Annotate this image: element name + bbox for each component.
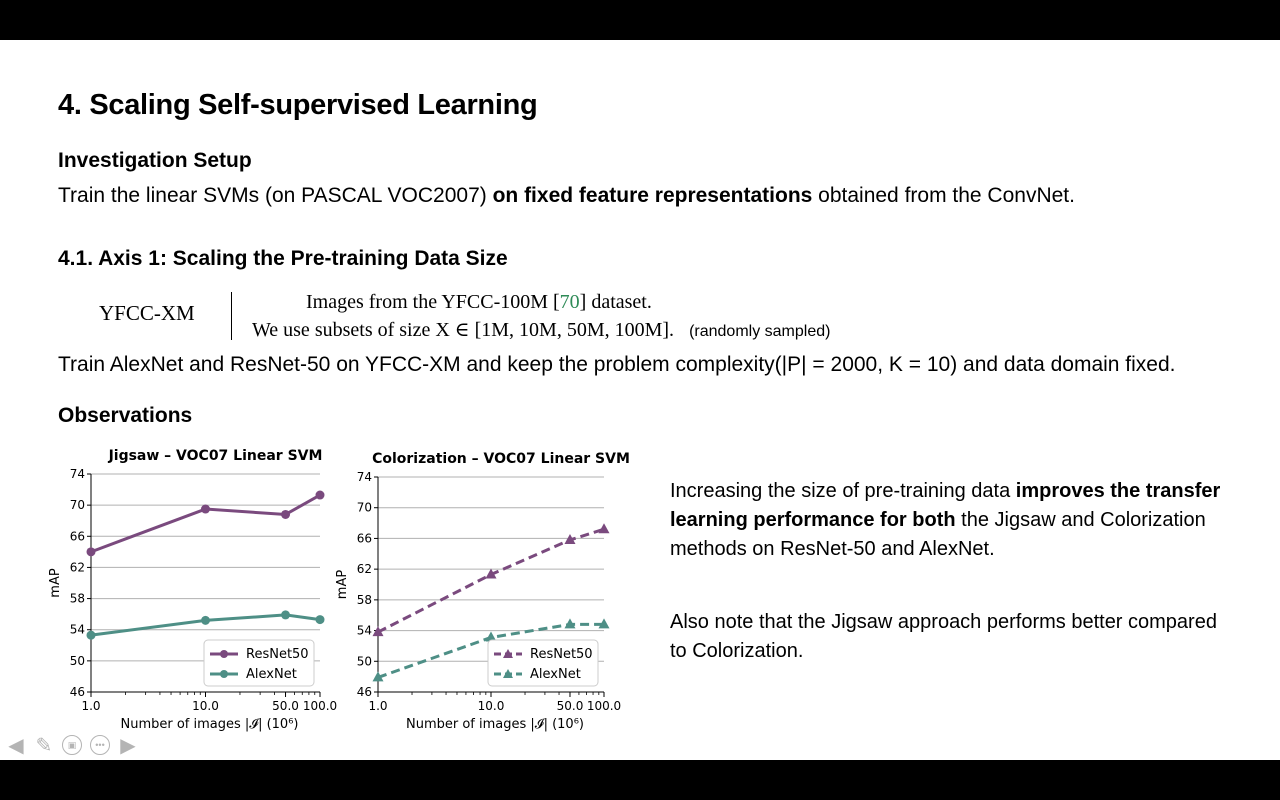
data-point [316,491,325,500]
setup-text [58,184,1075,208]
y-tick-label: 62 [356,562,372,577]
y-tick-label: 70 [356,500,372,515]
legend-label-resnet50: ResNet50 [246,647,309,662]
slides-icon[interactable]: ▣ [60,733,84,757]
x-axis-label: Number of images |𝓘| (10⁶) [120,717,299,732]
math-label: YFCC-XM [99,301,195,325]
y-tick-label: 74 [356,470,372,484]
more-icon[interactable]: ••• [88,733,112,757]
legend-marker [220,650,228,658]
series-line-resnet50 [378,529,604,632]
setup-heading: Investigation Setup [58,149,252,172]
x-tick-label: 1.0 [368,699,388,713]
math-line-2 [252,317,830,342]
x-tick-label: 50.0 [272,699,299,713]
train-text: Train AlexNet and ResNet-50 on YFCC-XM and keep the problem complexity(|P| = 2000, K = 10) and data domain fixed. [58,353,1176,376]
math-note: (randomly sampled) [689,323,831,340]
x-tick-label: 100.0 [586,699,622,713]
y-tick-label: 54 [69,622,85,637]
setup-text-pre: Train the linear SVMs (on PASCAL VOC2007) [58,184,493,207]
data-point [316,615,325,624]
y-tick-label: 58 [69,591,85,606]
math-line1-pre: Images from the YFCC-100M [ [306,291,560,313]
bottom-letterbox [0,760,1280,800]
observation-2: Also note that the Jigsaw approach performs better compared to Colorization. [670,611,1217,662]
chart-title: Colorization – VOC07 Linear SVM [372,451,630,467]
x-tick-label: 50.0 [556,699,584,713]
back-arrow-icon[interactable]: ◀ [8,734,24,757]
data-point [281,510,290,519]
math-line2-text: We use subsets of size X ∈ [1M, 10M, 50M, 100M]. [252,319,675,341]
y-tick-label: 70 [69,498,85,513]
x-tick-label: 10.0 [477,699,505,713]
slide [0,40,1280,760]
x-axis-label: Number of images |𝓘| (10⁶) [406,717,584,732]
y-tick-label: 58 [356,592,372,607]
legend-label-resnet50: ResNet50 [530,647,593,662]
x-tick-label: 100.0 [302,699,338,713]
legend-label-alexnet: AlexNet [246,667,297,682]
data-point [87,547,96,556]
setup-text-bold: on fixed feature representations [492,184,813,207]
slideshow-nav [4,733,144,757]
legend-label-alexnet: AlexNet [530,667,581,682]
y-tick-label: 54 [356,623,372,638]
y-tick-label: 66 [356,531,372,546]
jigsaw-chart [40,440,350,735]
data-point [87,631,96,640]
math-line1-post: ] dataset. [579,291,652,313]
chart-title: Jigsaw – VOC07 Linear SVM [108,448,323,464]
y-tick-label: 50 [69,653,85,668]
observation-1 [670,477,1230,564]
obs1-a: Increasing the size of pre-training data [670,480,1016,502]
pen-icon[interactable]: ✎ [35,734,53,757]
observations-heading: Observations [58,404,193,427]
data-point [599,523,610,533]
x-tick-label: 10.0 [192,699,219,713]
y-tick-label: 50 [356,654,372,669]
y-axis-label: mAP [335,569,350,600]
data-point [201,505,210,514]
y-tick-label: 62 [69,560,85,575]
data-point [201,616,210,625]
y-tick-label: 46 [356,685,372,699]
slide-title: 4. Scaling Self-supervised Learning [58,89,538,121]
setup-text-post: obtained from the ConvNet. [812,184,1075,207]
obs1-b: improves the transfer learning performance for both [670,480,1221,531]
y-tick-label: 46 [69,685,85,699]
legend-marker [220,670,228,678]
math-divider [231,292,232,340]
top-letterbox [0,0,1280,40]
y-axis-label: mAP [48,568,63,598]
forward-arrow-icon[interactable]: ▶ [120,734,136,757]
data-point [281,610,290,619]
y-tick-label: 74 [69,467,85,481]
series-line-resnet50 [91,495,320,552]
y-tick-label: 66 [69,529,85,544]
section-heading: 4.1. Axis 1: Scaling the Pre-training Data Size [58,247,508,270]
math-line-1 [306,291,652,314]
obs1-c: the Jigsaw and Colorization methods on ResNet-50 and AlexNet. [670,509,1206,560]
colorization-chart [330,440,640,735]
citation-link[interactable]: 70 [559,291,580,313]
x-tick-label: 1.0 [81,699,101,713]
